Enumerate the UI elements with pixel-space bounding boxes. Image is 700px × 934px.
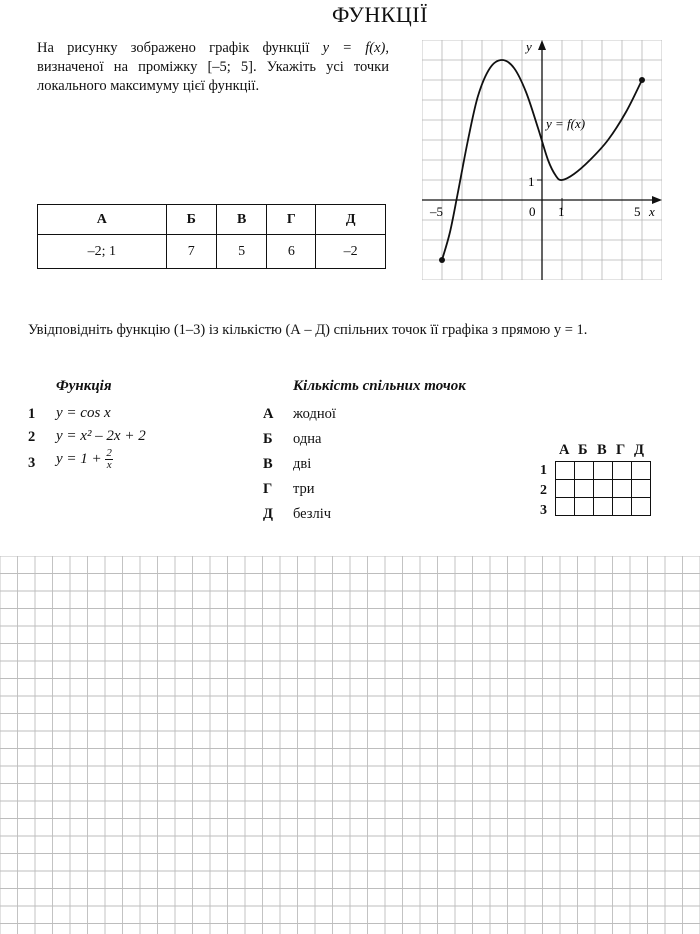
function-3-expr — [56, 448, 113, 471]
question1-func-expr: y = f(x) — [322, 40, 386, 56]
answer-cell[interactable] — [594, 498, 613, 516]
grid-col-label-v: В — [597, 442, 607, 458]
answer-header-d: Д — [316, 205, 386, 235]
answer-cell[interactable] — [575, 498, 594, 516]
x-tick-label-5: 5 — [634, 204, 641, 219]
curve-end-point — [639, 77, 645, 83]
answer-value-b: 7 — [166, 235, 216, 269]
answer-cell[interactable] — [632, 480, 651, 498]
answer-cell[interactable] — [594, 462, 613, 480]
option-d-text: безліч — [293, 506, 332, 522]
count-column-title: Кількість спільних точок — [293, 378, 466, 394]
answer-cell[interactable] — [556, 480, 575, 498]
x-tick-label-neg5: –5 — [430, 204, 443, 219]
question1-text-before: На рисунку зображено графік функції — [37, 40, 323, 56]
option-a-letter: А — [263, 406, 274, 422]
function-3-number: 3 — [28, 455, 36, 471]
option-g-text: три — [293, 481, 315, 497]
answer-cell[interactable] — [632, 498, 651, 516]
answer-cell[interactable] — [613, 498, 632, 516]
option-a-text: жодної — [293, 406, 336, 422]
question1-text — [37, 39, 389, 96]
question1-text-middle: , визначеної на проміжку [–5; 5]. Укажіть усі точки локального максимуму цієї функції. — [37, 40, 389, 94]
curve-label: y = f(x) — [546, 116, 586, 131]
function-3-fraction — [105, 448, 113, 471]
grid-row-label-2: 2 — [540, 483, 547, 498]
x-tick-label-1: 1 — [558, 204, 565, 219]
function-column-title: Функція — [56, 378, 112, 394]
answer-header-a: А — [38, 205, 167, 235]
answer-cell[interactable] — [556, 498, 575, 516]
function-2-expr: y = x² – 2x + 2 — [56, 428, 146, 444]
fraction-denominator: x — [106, 459, 112, 471]
y-tick-label-1: 1 — [528, 174, 535, 189]
grid-col-label-d: Д — [634, 442, 644, 458]
answer-cell[interactable] — [632, 462, 651, 480]
page-title: ФУНКЦІЇ — [332, 2, 428, 27]
work-grid — [0, 556, 700, 934]
answer-value-d: –2 — [316, 235, 386, 269]
answer-value-v: 5 — [216, 235, 267, 269]
option-b-letter: Б — [263, 431, 273, 447]
answer-cell[interactable] — [575, 480, 594, 498]
option-v-letter: В — [263, 456, 273, 472]
grid-col-label-a: А — [559, 442, 570, 458]
y-axis-label: y — [526, 40, 532, 54]
function-2-number: 2 — [28, 429, 36, 445]
fraction-numerator: 2 — [106, 447, 112, 459]
answer-header-g: Г — [267, 205, 316, 235]
x-axis-arrow-icon — [652, 196, 662, 204]
question2-text: Увідповідніть функцію (1–3) із кількістю (А – Д) спільних точок її графіка з прямою y = 1. — [28, 322, 588, 338]
origin-label: 0 — [529, 204, 536, 219]
grid-row-label-3: 3 — [540, 503, 547, 518]
answer-value-a: –2; 1 — [38, 235, 167, 269]
curve-start-point — [439, 257, 445, 263]
question1-answer-table — [37, 204, 386, 269]
grid-row-label-1: 1 — [540, 463, 547, 478]
grid-col-label-b: Б — [578, 442, 588, 458]
answer-value-g: 6 — [267, 235, 316, 269]
answer-cell[interactable] — [556, 462, 575, 480]
grid-col-label-g: Г — [616, 442, 626, 458]
x-axis-label: x — [649, 204, 655, 219]
option-d-letter: Д — [263, 506, 273, 522]
answer-grid — [555, 461, 651, 516]
function-graph — [422, 40, 662, 280]
y-axis-arrow-icon — [538, 40, 546, 50]
answer-cell[interactable] — [575, 462, 594, 480]
function-1-number: 1 — [28, 406, 36, 422]
option-v-text: дві — [293, 456, 312, 472]
function-1-expr: y = cos x — [56, 405, 111, 421]
answer-cell[interactable] — [613, 462, 632, 480]
option-g-letter: Г — [263, 481, 273, 497]
answer-cell[interactable] — [613, 480, 632, 498]
answer-header-b: Б — [166, 205, 216, 235]
option-b-text: одна — [293, 431, 322, 447]
answer-header-v: В — [216, 205, 267, 235]
answer-cell[interactable] — [594, 480, 613, 498]
function-3-expr-prefix: y = 1 + — [56, 450, 106, 467]
